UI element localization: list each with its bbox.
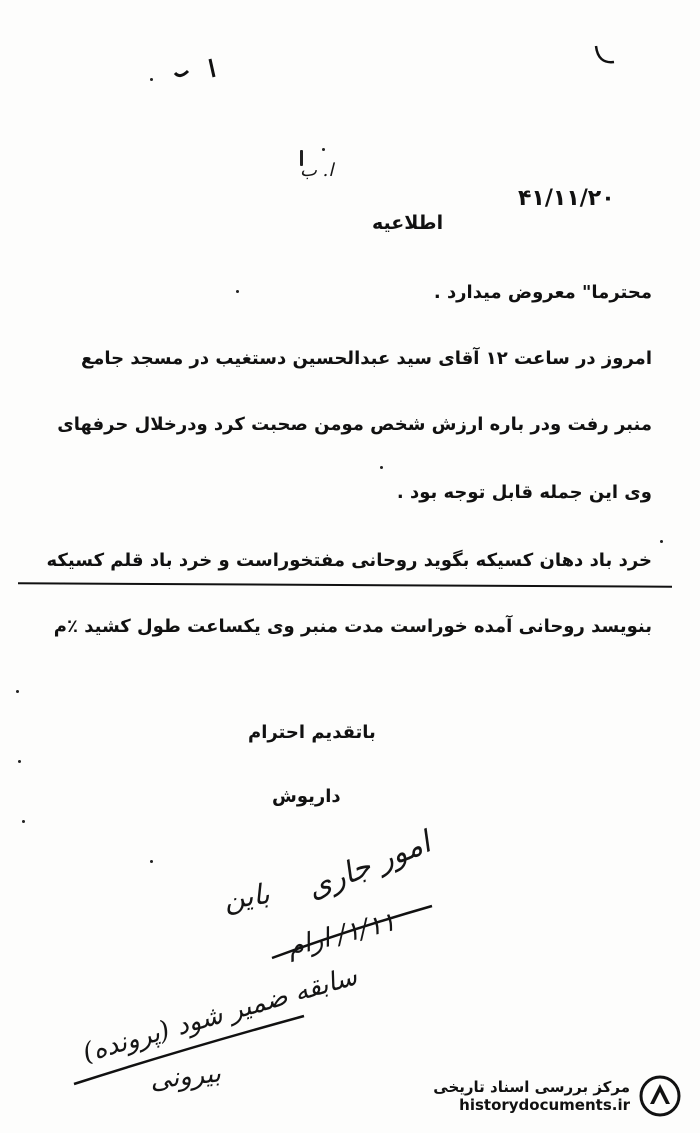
body-line: محترما" معروض میدارد . <box>433 282 652 303</box>
footer-url: historydocuments.ir <box>459 1096 630 1114</box>
closing-phrase: باتقدیم احترام <box>248 722 376 743</box>
margin-note: ا. ب <box>300 160 334 181</box>
handwritten-mark-top <box>170 45 250 85</box>
handwritten-note: سابقه ضمیر شود (پرونده) <box>79 961 361 1069</box>
archive-logo-icon <box>638 1074 682 1118</box>
scan-speck <box>660 540 663 543</box>
body-line: خرد باد دهان کسیکه بگوید روحانی مفتخوراست و خرد باد قلم کسیکه <box>46 550 652 571</box>
body-line: وی این جمله قابل توجه بود . <box>396 482 652 503</box>
scan-speck <box>16 690 19 693</box>
body-line: امروز در ساعت ۱۲ آقای سید عبدالحسین دستغیب در مسجد جامع <box>80 348 652 369</box>
scan-speck <box>322 148 325 151</box>
footer-watermark <box>433 1074 682 1118</box>
quote-underline <box>18 582 672 587</box>
scan-speck <box>18 760 21 763</box>
handwritten-note: امور جاری <box>302 825 436 906</box>
body-line: منبر رفت ودر باره ارزش شخص مومن صحبت کرد ودرخلال حرفهای <box>57 414 652 435</box>
signer-name: داریوش <box>272 786 341 807</box>
document-title: اطلاعیه <box>372 212 444 234</box>
handwritten-note: ۱/۱۱/ ارام <box>284 907 399 963</box>
handwritten-note: باین <box>221 876 272 917</box>
handwritten-mark-corner <box>592 40 632 70</box>
body-line: بنویسد روحانی آمده خوراست مدت منبر وی یکساعت طول کشید ٪م <box>53 616 652 637</box>
handwritten-note: بیرونی <box>148 1058 223 1096</box>
scan-speck <box>150 78 153 81</box>
document-date: ۴۱/۱۱/۲۰ <box>518 186 615 211</box>
scan-speck <box>236 290 239 293</box>
scan-speck <box>380 466 383 469</box>
scan-speck <box>150 860 153 863</box>
scan-speck <box>22 820 25 823</box>
footer-title: مرکز بررسی اسناد تاریخی <box>433 1078 630 1096</box>
